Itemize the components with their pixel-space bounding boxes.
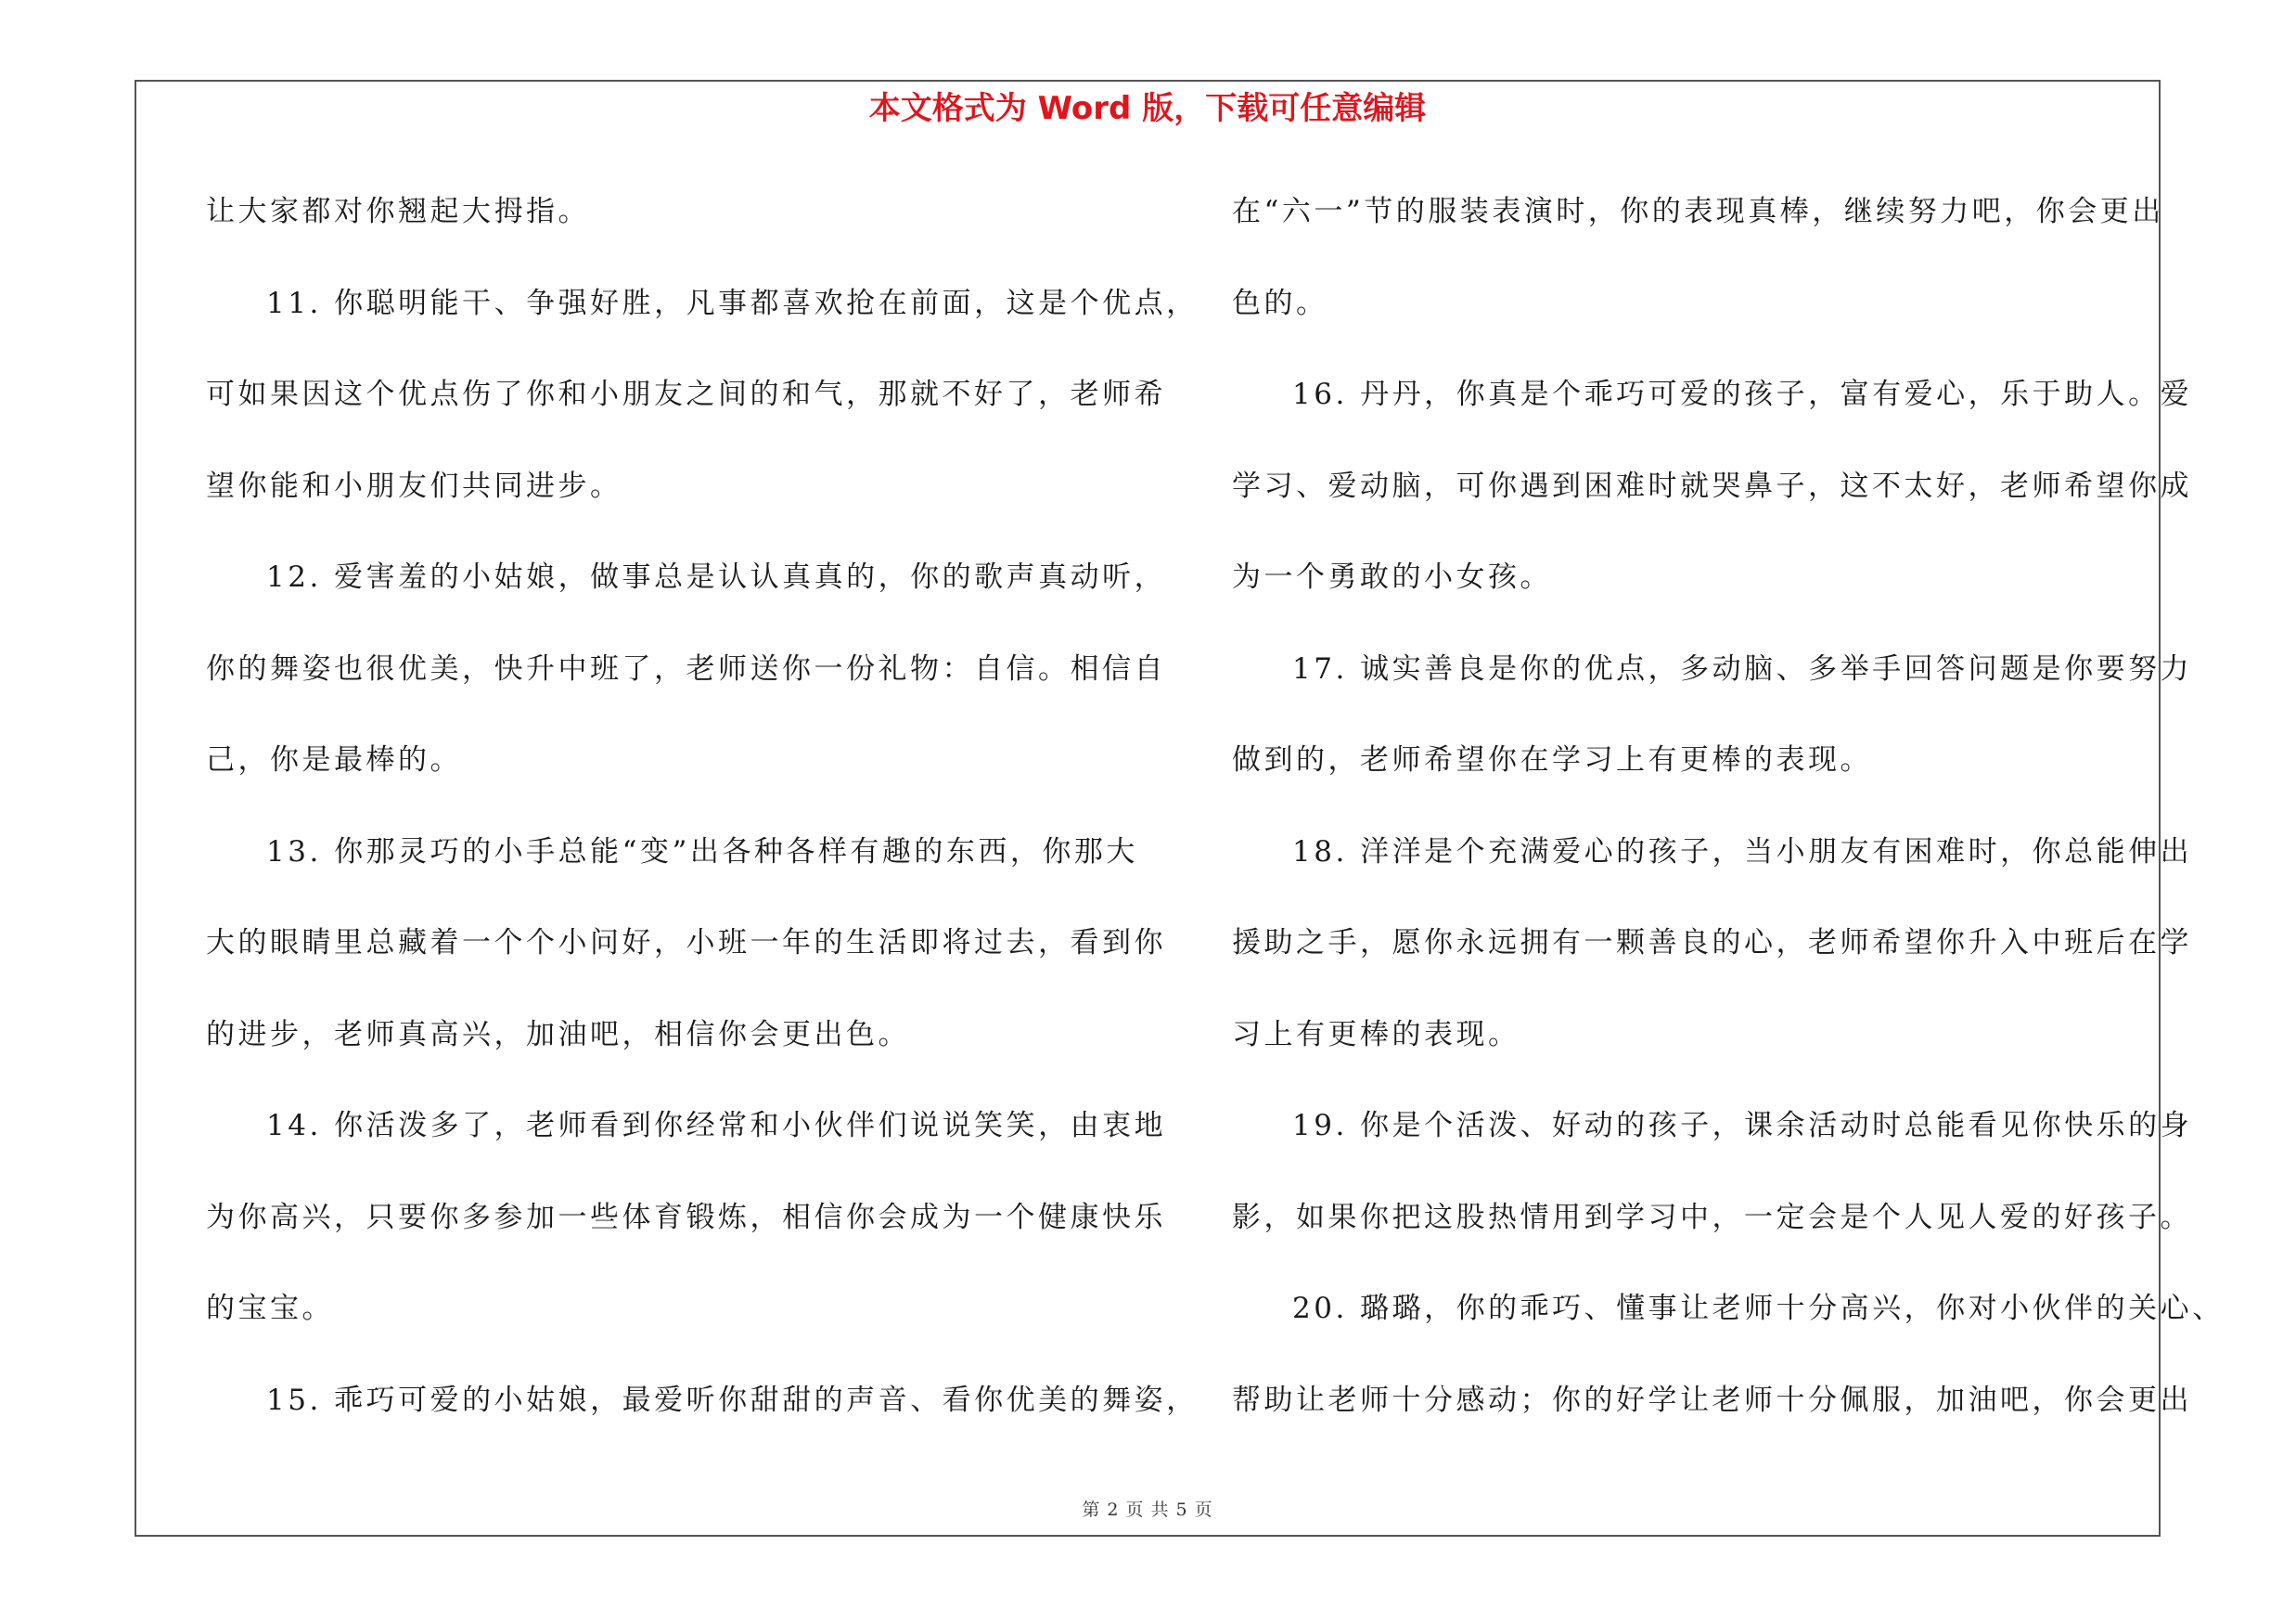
text-line: 援助之手，愿你永远拥有一颗善良的心，老师希望你升入中班后在学 [1232,926,2192,960]
text-line: 色的。 [1232,286,1328,320]
page-number: 第 2 页 共 5 页 [1082,1500,1213,1520]
text-line: 18. 洋洋是个充满爱心的孩子，当小朋友有困难时，你总能伸出 [1292,834,2193,869]
text-line: 12. 爱害羞的小姑娘，做事总是认认真真的，你的歌声真动听， [266,560,1167,594]
text-line: 为一个勇敢的小女孩。 [1232,560,1552,594]
text-line: 16. 丹丹，你真是个乖巧可爱的孩子，富有爱心，乐于助人。爱 [1292,378,2193,411]
text-line: 可如果因这个优点伤了你和小朋友之间的和气，那就不好了，老师希 [206,378,1166,411]
left-column [206,186,1199,1465]
text-line: 14. 你活泼多了，老师看到你经常和小伙伴们说说笑笑，由衷地 [266,1109,1167,1142]
text-line: 学习、爱动脑，可你遇到困难时就哭鼻子，这不太好，老师希望你成 [1232,469,2192,503]
text-line: 的宝宝。 [206,1292,334,1325]
text-line: 20. 璐璐，你的乖巧、懂事让老师十分高兴，你对小伙伴的关心、 [1292,1292,2225,1325]
text-line: 17. 诚实善良是你的优点，多动脑、多举手回答问题是你要努力 [1292,651,2193,686]
text-line: 望你能和小朋友们共同进步。 [206,469,622,503]
text-line: 19. 你是个活泼、好动的孩子，课余活动时总能看见你快乐的身 [1292,1109,2193,1142]
right-column [1232,186,2225,1465]
text-line: 为你高兴，只要你多参加一些体育锻炼，相信你会成为一个健康快乐 [206,1200,1166,1234]
text-line: 大的眼睛里总藏着一个个小问好，小班一年的生活即将过去，看到你 [206,926,1166,960]
text-line: 做到的，老师希望你在学习上有更棒的表现。 [1232,743,1872,777]
text-line: 15. 乖巧可爱的小姑娘，最爱听你甜甜的声音、看你优美的舞姿， [266,1383,1199,1417]
text-line: 让大家都对你翘起大拇指。 [206,195,590,228]
text-line: 己，你是最棒的。 [206,743,462,777]
text-line: 你的舞姿也很优美，快升中班了，老师送你一份礼物：自信。相信自 [206,651,1166,686]
text-line: 的进步，老师真高兴，加油吧，相信你会更出色。 [206,1017,910,1051]
text-line: 在“六一”节的服装表演时，你的表现真棒，继续努力吧，你会更出 [1232,195,2164,228]
text-line: 影，如果你把这股热情用到学习中，一定会是个人见人爱的好孩子。 [1232,1200,2192,1234]
text-line: 11. 你聪明能干、争强好胜，凡事都喜欢抢在前面，这是个优点， [266,286,1199,320]
text-line: 13. 你那灵巧的小手总能“变”出各种各样有趣的东西，你那大 [266,834,1138,869]
format-banner: 本文格式为 Word 版，下载可任意编辑 [868,90,1427,127]
text-line: 习上有更棒的表现。 [1232,1017,1520,1051]
text-line: 帮助让老师十分感动；你的好学让老师十分佩服，加油吧，你会更出 [1232,1383,2192,1417]
